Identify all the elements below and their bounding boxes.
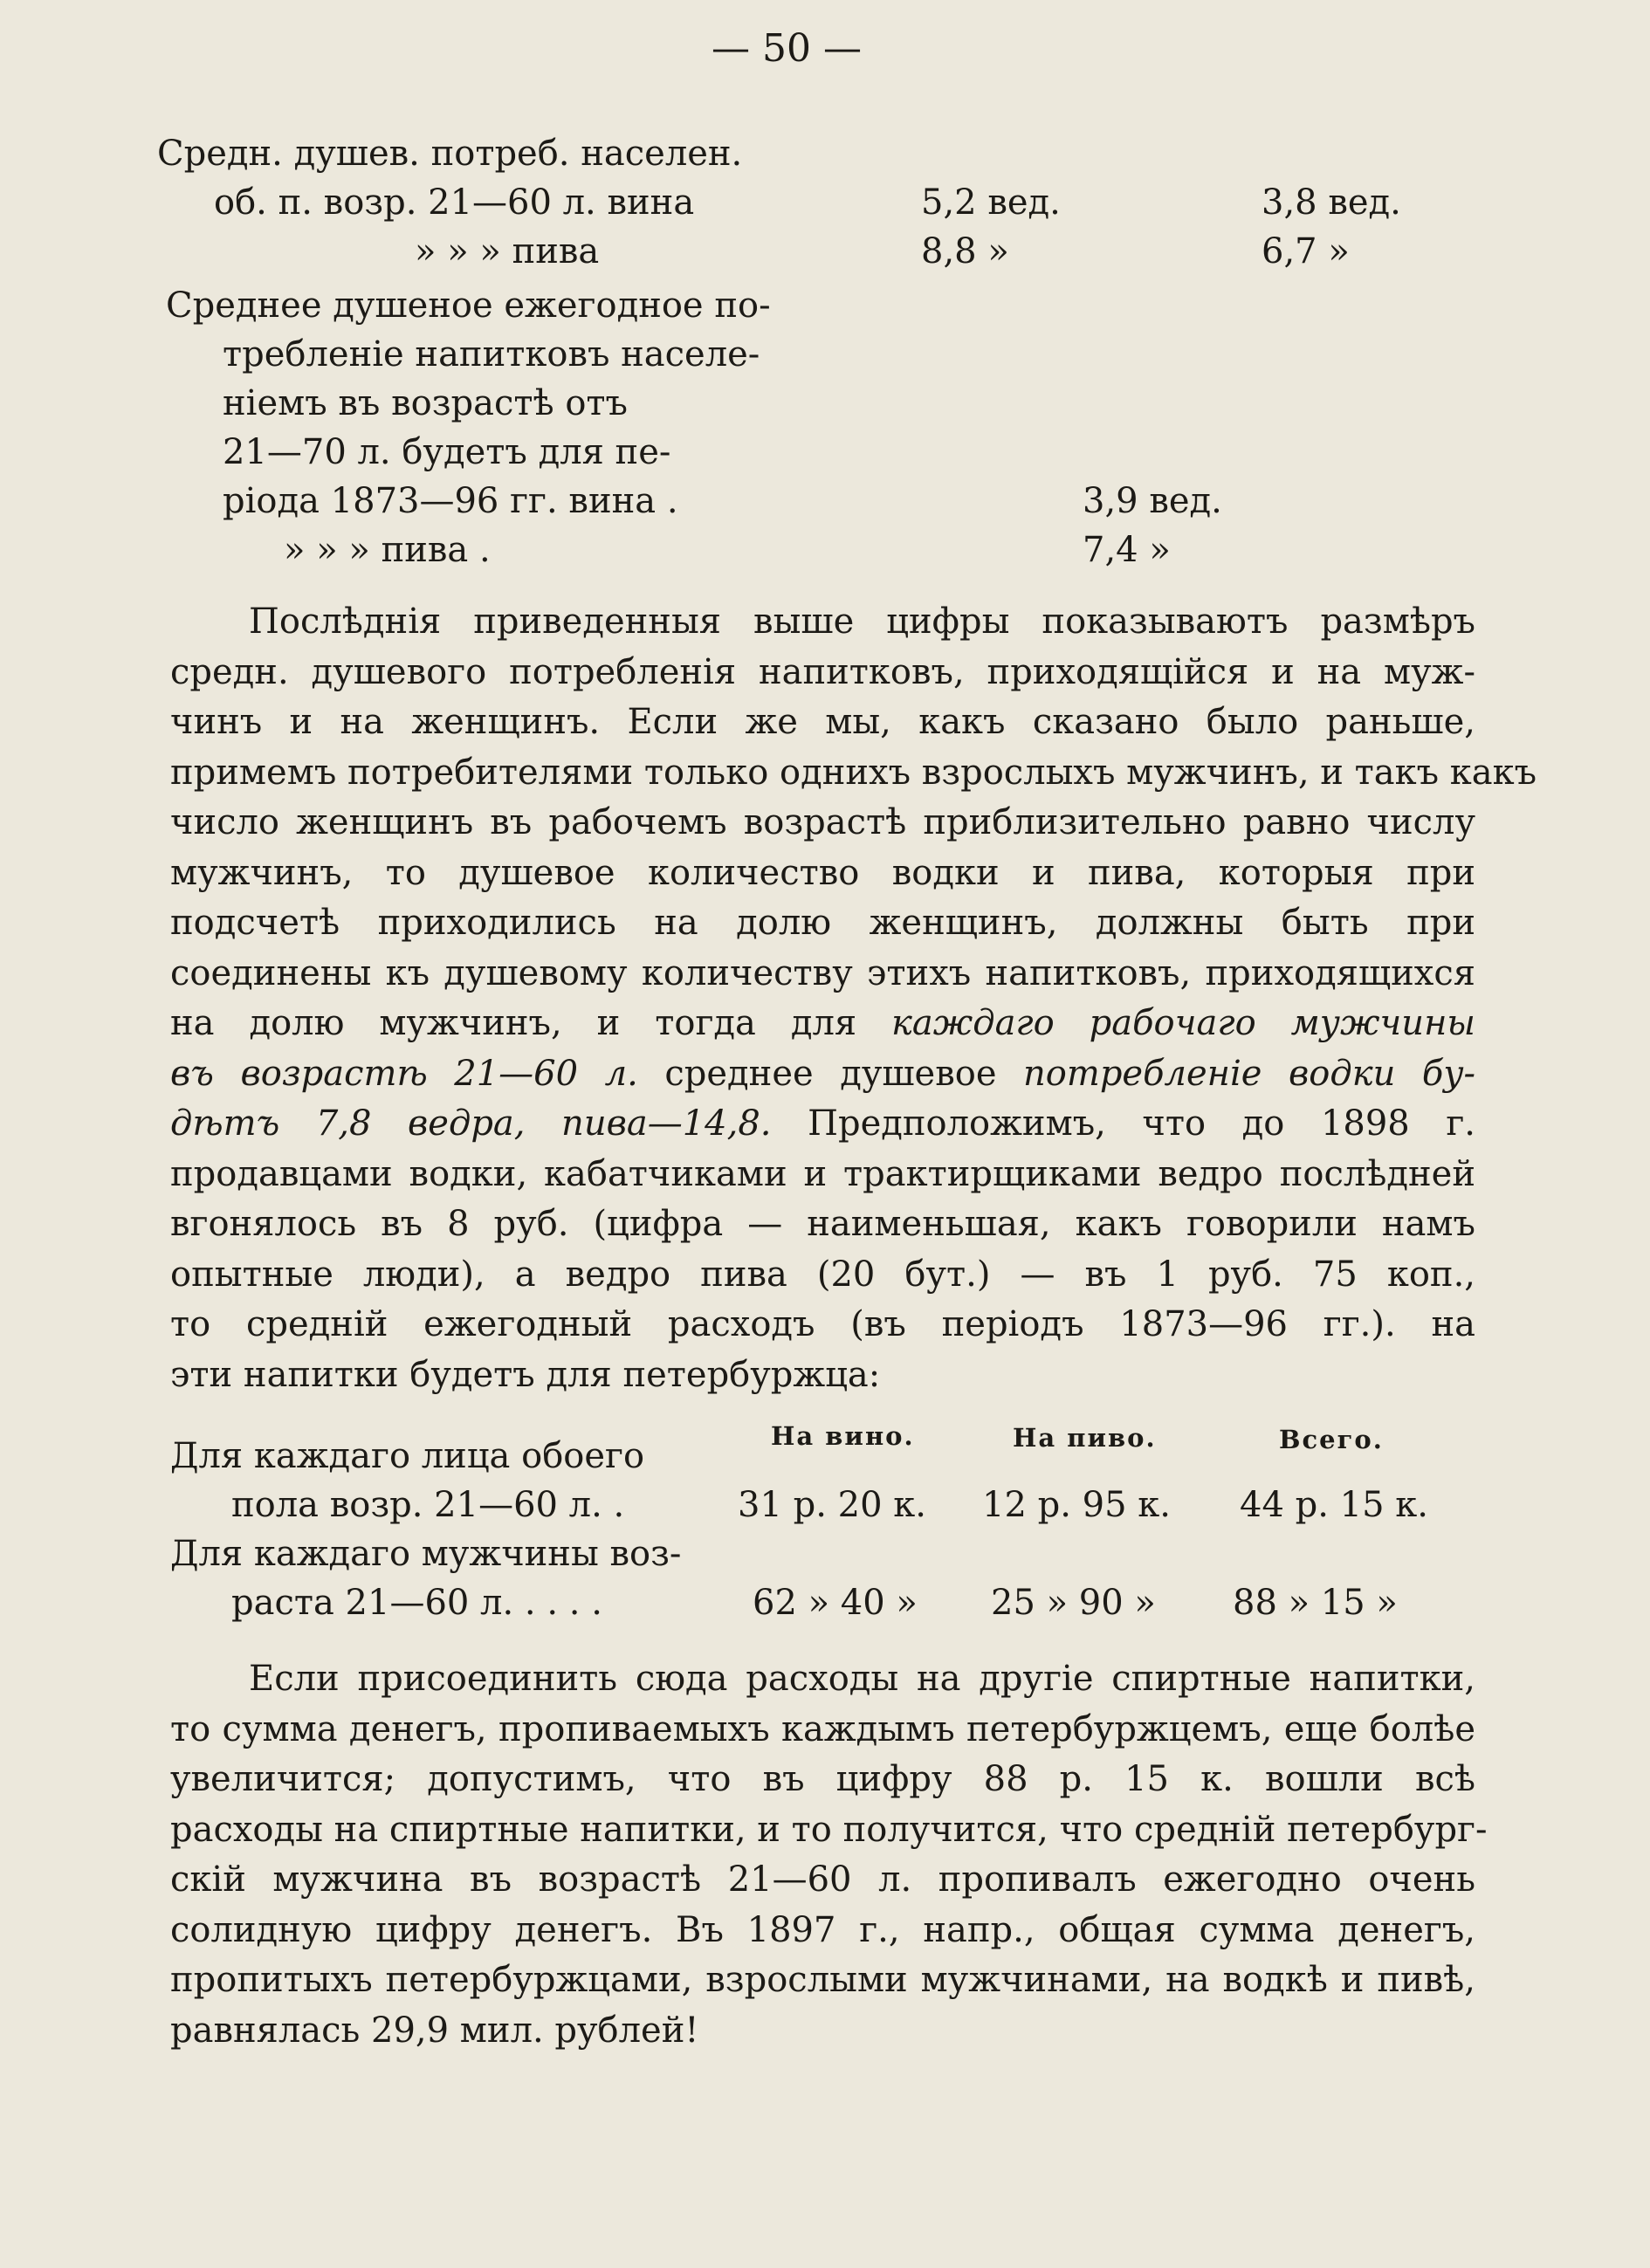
- block-line: 21—70 л. будетъ для пе-: [223, 432, 671, 472]
- text-line: Послѣднія приведенныя выше цифры показываютъ размѣръ: [249, 601, 1475, 642]
- table-cell: 25 » 90 »: [991, 1583, 1156, 1623]
- block-line: Среднее душеное ежегодное по-: [166, 285, 771, 326]
- table-cell: 12 р. 95 к.: [982, 1485, 1171, 1525]
- table-value: 3,8 вед.: [1262, 182, 1401, 223]
- text-line: примемъ потребителями только однихъ взрослыхъ мужчинъ, и такъ какъ: [170, 752, 1537, 793]
- table-row-label: раста 21—60 л. . . . .: [231, 1583, 602, 1623]
- table-row-label: об. п. возр. 21—60 л. вина: [214, 182, 695, 223]
- text-run: на долю мужчинъ, и тогда для: [170, 1003, 857, 1043]
- text-line: соединены къ душевому количеству этихъ напитковъ, приходящихся: [170, 952, 1475, 993]
- paragraph-2: [170, 1654, 1488, 2056]
- table-value: 8,8 »: [921, 231, 1009, 271]
- table-cell: 31 р. 20 к.: [738, 1485, 926, 1525]
- table-cell: 44 р. 15 к.: [1240, 1485, 1428, 1525]
- text-line: продавцами водки, кабатчиками и трактирщиками ведро послѣдней: [170, 1153, 1475, 1194]
- emphasis-text: каждаго рабочаго мужчины: [891, 1003, 1475, 1043]
- text-line: подсчетѣ приходились на долю женщинъ, должны быть при: [170, 903, 1475, 943]
- text-line: солидную цифру денегъ. Въ 1897 г., напр., общая сумма денегъ,: [170, 1909, 1475, 1950]
- text-line: то средній ежегодный расходъ (въ періодъ 1873—96 гг.). на: [170, 1304, 1475, 1344]
- table-row-label: » » » пива: [415, 231, 600, 271]
- text-line: равнялась 29,9 мил. рублей!: [170, 2010, 699, 2051]
- text-line: число женщинъ въ рабочемъ возрастѣ приблизительно равно числу: [170, 802, 1475, 842]
- table-row-label: Для каждаго лица обоего: [170, 1436, 645, 1476]
- text-line: Если присоединить сюда расходы на другіе спиртные напитки,: [249, 1659, 1475, 1699]
- text-line-mixed: [170, 1049, 1475, 1100]
- column-header: На вино.: [771, 1421, 915, 1451]
- text-line-mixed: [170, 1099, 1475, 1150]
- text-line: опытные люди), а ведро пива (20 бут.) — въ 1 руб. 75 коп.,: [170, 1254, 1475, 1295]
- block-value: 3,9 вед.: [1083, 481, 1222, 521]
- text-line: чинъ и на женщинъ. Если же мы, какъ сказано было раньше,: [170, 702, 1475, 742]
- block-line: ріода 1873—96 гг. вина .: [223, 481, 678, 521]
- block-line: » » » пива .: [284, 530, 491, 570]
- table-row-label: Для каждаго мужчины воз-: [170, 1534, 682, 1574]
- emphasis-text: въ возрастѣ 21—60 л.: [170, 1053, 638, 1094]
- text-line: скій мужчина въ возрастѣ 21—60 л. пропивалъ ежегодно очень: [170, 1859, 1475, 1900]
- text-run: Предположимъ, что до 1898 г.: [808, 1103, 1476, 1144]
- text-line-mixed: [170, 999, 1475, 1049]
- text-run: среднее душевое: [664, 1053, 997, 1094]
- text-line: увеличится; допустимъ, что въ цифру 88 р. 15 к. вошли всѣ: [170, 1759, 1475, 1799]
- block-value: 7,4 »: [1083, 530, 1171, 570]
- page-number: — 50 —: [712, 26, 862, 71]
- emphasis-text: потребленіе водки бу-: [1023, 1053, 1476, 1094]
- text-line: средн. душевого потребленія напитковъ, приходящійся и на муж-: [170, 651, 1475, 692]
- table-cell: 62 » 40 »: [753, 1583, 918, 1623]
- text-line: пропитыхъ петербуржцами, взрослыми мужчинами, на водкѣ и пивѣ,: [170, 1960, 1475, 2000]
- table-value: 5,2 вед.: [921, 182, 1061, 223]
- column-header: На пиво.: [1013, 1423, 1157, 1453]
- table-row-label: пола возр. 21—60 л. .: [231, 1485, 625, 1525]
- column-header: Всего.: [1279, 1425, 1384, 1454]
- table-cell: 88 » 15 »: [1233, 1583, 1398, 1623]
- text-line: вгонялось въ 8 руб. (цифра — наименьшая, какъ говорили намъ: [170, 1204, 1475, 1244]
- table-value: 6,7 »: [1262, 231, 1350, 271]
- emphasis-text: дѣтъ 7,8 ведра, пива—14,8.: [170, 1103, 772, 1144]
- block-line: требленіе напитковъ населе-: [223, 334, 760, 375]
- text-line: мужчинъ, то душевое количество водки и пива, которыя при: [170, 852, 1475, 893]
- text-line: эти напитки будетъ для петербуржца:: [170, 1354, 881, 1395]
- table-row-label: Средн. душев. потреб. населен.: [157, 134, 743, 174]
- text-line: расходы на спиртные напитки, и то получится, что средній петербург-: [170, 1809, 1488, 1850]
- text-line: то сумма денегъ, пропиваемыхъ каждымъ петербуржцемъ, еще болѣе: [170, 1708, 1475, 1749]
- paragraph-1: [170, 597, 1537, 1400]
- block-line: ніемъ въ возрастѣ отъ: [223, 383, 628, 423]
